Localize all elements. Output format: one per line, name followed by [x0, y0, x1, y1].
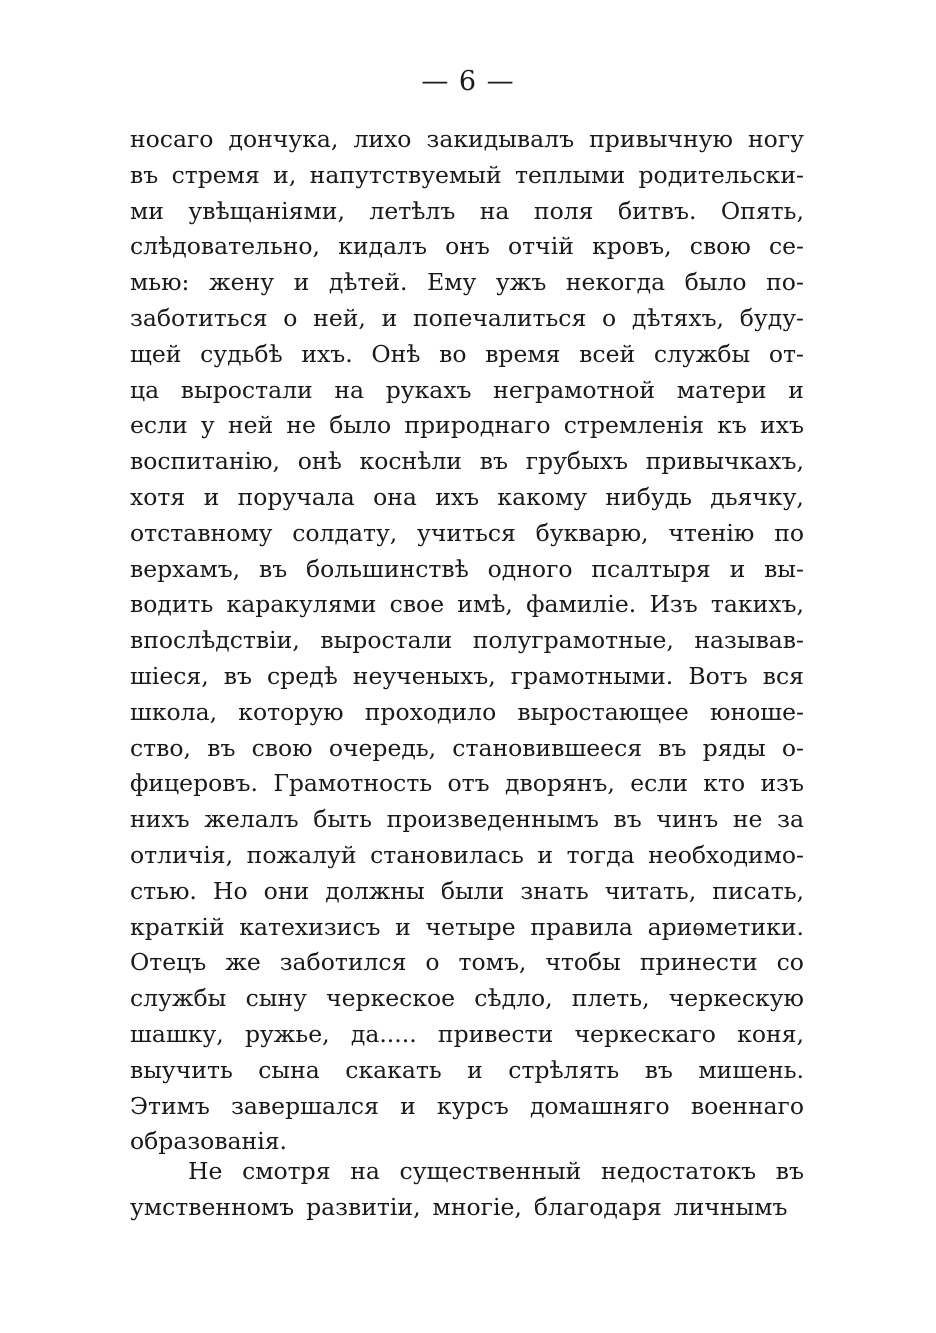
word: носаго [130, 125, 214, 153]
word: проходило [364, 697, 497, 726]
word: чтенію [668, 518, 755, 547]
word: чтобы [545, 948, 621, 977]
word: такихъ, [710, 590, 804, 619]
word: битвъ. [617, 196, 697, 225]
word: свое [389, 590, 445, 619]
word: катехизисъ [239, 912, 381, 941]
word: Онѣ [371, 339, 421, 368]
word: шіеся, [130, 661, 209, 690]
page-number: — 6 — [421, 66, 515, 97]
word: въ [207, 733, 236, 762]
word: матери [676, 375, 767, 404]
word: выростали [180, 375, 313, 404]
word: привычкахъ, [645, 447, 804, 476]
word: въ [259, 554, 288, 583]
word: школа, [130, 697, 218, 726]
word: поля [533, 196, 594, 225]
word: выростали [320, 626, 453, 655]
word: большинствѣ [306, 554, 469, 583]
text-line [130, 444, 804, 480]
word: привычную [589, 125, 733, 153]
word: и [203, 482, 220, 511]
word: и [381, 303, 398, 332]
text-line [130, 337, 804, 373]
word: ней, [313, 303, 366, 332]
word: и [395, 912, 411, 941]
word: по [774, 518, 804, 547]
word: благодаря [533, 1193, 662, 1221]
word: слѣдовательно, [130, 232, 321, 261]
word: дѣтяхъ, [631, 303, 725, 332]
word: желалъ [204, 805, 299, 834]
word: свою [689, 232, 751, 261]
word: о- [781, 733, 804, 762]
word: природнаго [404, 411, 551, 440]
word: они [263, 876, 310, 905]
text-line [130, 945, 804, 981]
word: и [467, 1055, 483, 1084]
word: писать, [712, 876, 804, 905]
word: грубыхъ [525, 447, 628, 476]
word: каракулями [226, 590, 377, 619]
word: не [286, 411, 316, 440]
word: плеть, [571, 984, 650, 1013]
word: въ [658, 733, 687, 762]
word: завершался [231, 1091, 379, 1120]
word: фицеровъ. [130, 769, 258, 798]
word: имѣ, [457, 590, 513, 619]
word: на [350, 1157, 380, 1185]
word: были [440, 876, 505, 905]
word: и [293, 268, 310, 297]
word: черкеское [326, 984, 456, 1013]
word: ружье, [244, 1019, 330, 1048]
word: у [200, 411, 215, 440]
word: время [485, 339, 561, 368]
word: произведеннымъ [386, 805, 599, 834]
word: неграмотной [493, 375, 656, 404]
text-line [130, 408, 804, 444]
word: попечалиться [412, 303, 587, 332]
word: коснѣли [359, 447, 462, 476]
word: со [776, 948, 804, 977]
word: онѣ [297, 447, 342, 476]
text-line [130, 623, 804, 659]
word: воспитанію, [130, 447, 280, 476]
word: становившееся [452, 733, 643, 762]
word: томъ, [458, 948, 527, 977]
word: въ [644, 1055, 673, 1084]
word: увѣщаніями, [188, 196, 345, 225]
word: отставному [130, 518, 273, 547]
word: Этимъ [130, 1091, 210, 1120]
word: ряды [702, 733, 766, 762]
text-line [130, 373, 804, 409]
word: да..... [350, 1019, 417, 1048]
text-line [130, 1017, 804, 1053]
word: солдату, [292, 518, 398, 547]
word: чинъ [656, 805, 719, 834]
word: щей [130, 339, 182, 368]
word: и [400, 1091, 416, 1120]
word: и [788, 375, 804, 404]
word: существенный [399, 1157, 582, 1185]
word: юноше- [710, 697, 804, 726]
word: развитіи, [306, 1193, 421, 1221]
word: смотря [242, 1157, 331, 1185]
word: во [439, 339, 467, 368]
word: быть [313, 805, 372, 834]
word: верхамъ, [130, 554, 241, 583]
text-line [130, 981, 804, 1017]
word: родительски- [638, 160, 804, 189]
word: се- [768, 232, 804, 261]
text-line [130, 194, 804, 230]
word: въ [130, 160, 159, 189]
word: стремленія [563, 411, 704, 440]
word: ариѳметики. [647, 912, 804, 941]
word: въ [223, 661, 252, 690]
word: домашняго [529, 1091, 670, 1120]
word: службы [130, 984, 227, 1013]
word: теплыми [514, 160, 626, 189]
word: Не [188, 1157, 223, 1185]
word: необходимо- [648, 840, 804, 869]
word: средѣ [266, 661, 338, 690]
word: кто [703, 769, 746, 798]
word: о [283, 303, 298, 332]
word: къ [717, 411, 747, 440]
word: краткій [130, 912, 225, 941]
word: кровъ, [592, 232, 672, 261]
word: ужъ [495, 268, 547, 297]
text-line [130, 659, 804, 695]
word: шашку, [130, 1019, 224, 1048]
word: и [537, 840, 554, 869]
text-line [130, 766, 804, 802]
word: учиться [417, 518, 516, 547]
word: черкескую [668, 984, 804, 1013]
word: называв- [694, 626, 804, 655]
word: въ [613, 805, 642, 834]
word: пожалуй [246, 840, 357, 869]
word: Но [212, 876, 248, 905]
word: водить [130, 590, 214, 619]
word: которую [238, 697, 344, 726]
word: многіе, [432, 1193, 522, 1221]
word: и [729, 554, 746, 583]
word: сыну [245, 984, 307, 1013]
word: очередь, [328, 733, 437, 762]
text-line [130, 516, 804, 552]
word: должны [325, 876, 425, 905]
word: о [425, 948, 440, 977]
word: вы- [764, 554, 804, 583]
paragraph-1 [130, 122, 804, 1160]
text-line [130, 552, 804, 588]
word: не [732, 805, 763, 834]
text-line [130, 265, 804, 301]
word: какому [497, 482, 588, 511]
word: впослѣдствіи, [130, 626, 300, 655]
word: от- [768, 339, 804, 368]
word: военнаго [690, 1091, 804, 1120]
word: и, [273, 160, 297, 189]
word: неученыхъ, [352, 661, 496, 690]
word: же [225, 948, 261, 977]
word: личнымъ [673, 1193, 788, 1221]
word: Грамотность [273, 769, 433, 798]
word: въ [775, 1157, 804, 1185]
text-line [130, 731, 804, 767]
text-line [130, 1189, 804, 1225]
word: букварю, [535, 518, 649, 547]
word: Изъ [649, 590, 698, 619]
word: псалтыря [591, 554, 711, 583]
word: онъ [445, 232, 490, 261]
word: отличія, [130, 840, 234, 869]
word: изъ [760, 769, 804, 798]
word: нибудь [605, 482, 692, 511]
word: отъ [447, 769, 490, 798]
word: выростающее [517, 697, 689, 726]
text-line [130, 158, 804, 194]
word: службы [653, 339, 751, 368]
word: одного [487, 554, 573, 583]
word: свою [251, 733, 313, 762]
word: стрѣлять [508, 1055, 620, 1084]
word: ней [227, 411, 274, 440]
word: образованія. [130, 1127, 288, 1156]
word: было [329, 411, 392, 440]
word: буду- [739, 303, 804, 332]
word: за [777, 805, 804, 834]
word: скакать [345, 1055, 442, 1084]
word: судьбѣ [200, 339, 283, 368]
text-line [130, 802, 804, 838]
word: ихъ [435, 482, 480, 511]
word: сына [258, 1055, 320, 1084]
word: о [602, 303, 617, 332]
word: рукахъ [385, 375, 472, 404]
word: ихъ [760, 411, 804, 440]
word: она [373, 482, 417, 511]
word: ихъ. [301, 339, 353, 368]
word: четыре [425, 912, 516, 941]
word: по- [766, 268, 804, 297]
word: некогда [565, 268, 666, 297]
word: выучить [130, 1055, 233, 1084]
word: полуграмотные, [472, 626, 674, 655]
word: мью: [130, 268, 190, 297]
word: всей [579, 339, 636, 368]
word: грамотными. [510, 661, 674, 690]
text-line [130, 910, 804, 946]
word: недостатокъ [600, 1157, 757, 1185]
text-line [130, 480, 804, 516]
text-line [130, 1053, 804, 1089]
word: Вотъ [688, 661, 748, 690]
word: правила [530, 912, 633, 941]
word: курсъ [437, 1091, 509, 1120]
word: знать [520, 876, 589, 905]
word: стью. [130, 876, 197, 905]
word: черкескаго [574, 1019, 716, 1048]
word: ство, [130, 733, 192, 762]
text-line [130, 301, 804, 337]
text-line [130, 587, 804, 623]
word: если [630, 769, 688, 798]
word: принести [639, 948, 758, 977]
word: дьячку, [710, 482, 804, 511]
word: дѣтей. [328, 268, 408, 297]
word: на [479, 196, 510, 225]
word: дворянъ, [505, 769, 615, 798]
word: Опять, [720, 196, 804, 225]
word: было [684, 268, 747, 297]
word: умственномъ [130, 1193, 295, 1221]
word: вся [762, 661, 804, 690]
word: если [130, 411, 188, 440]
text-line [130, 874, 804, 910]
word: заботился [279, 948, 407, 977]
text-line [130, 229, 804, 265]
word: ми [130, 196, 164, 225]
text-line [130, 695, 804, 731]
word: на [334, 375, 365, 404]
word: поручала [237, 482, 355, 511]
word: тогда [566, 840, 635, 869]
word: нихъ [130, 805, 190, 834]
word: жену [209, 268, 275, 297]
word: Ему [427, 268, 477, 297]
word: кидалъ [338, 232, 427, 261]
word: ногу [748, 125, 804, 153]
word: мишень. [698, 1055, 804, 1084]
word: становилась [370, 840, 524, 869]
text-line [130, 838, 804, 874]
word: закидывалъ [426, 125, 575, 153]
word: читать, [604, 876, 697, 905]
word: въ [479, 447, 508, 476]
word: дончука, [228, 125, 339, 153]
paragraph-2 [130, 1153, 804, 1225]
word: коня, [737, 1019, 804, 1048]
word: привести [437, 1019, 554, 1048]
word: фамиліе. [526, 590, 637, 619]
word: хотя [130, 482, 186, 511]
text-line [130, 1153, 804, 1189]
text-line [130, 1089, 804, 1125]
word: Отецъ [130, 948, 207, 977]
word: сѣдло, [474, 984, 553, 1013]
word: лихо [353, 125, 412, 153]
word: отчій [508, 232, 574, 261]
word: напутствуемый [309, 160, 502, 189]
text-line [130, 122, 804, 158]
word: заботиться [130, 303, 268, 332]
word: стремя [171, 160, 260, 189]
word: летѣлъ [369, 196, 456, 225]
word: ца [130, 375, 160, 404]
